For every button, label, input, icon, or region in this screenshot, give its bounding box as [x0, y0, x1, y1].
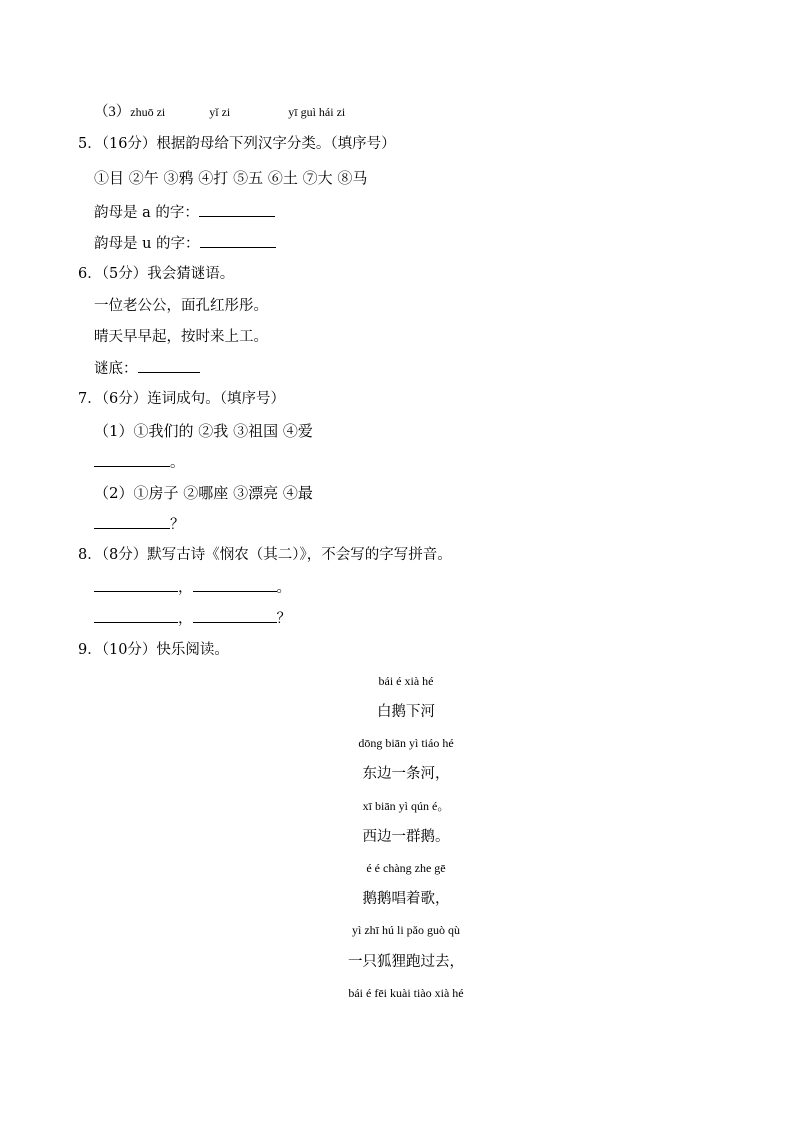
q7-title: 7．（6分）连词成句。（填序号） [78, 391, 285, 407]
answer-blank[interactable] [94, 452, 170, 467]
q4-item3-pinyin-row [94, 102, 345, 122]
q6-answer-label: 谜底： [94, 361, 138, 377]
q5-line-a-label: 韵母是 a 的字： [94, 205, 199, 221]
answer-blank[interactable] [193, 577, 277, 592]
answer-blank[interactable] [94, 514, 170, 529]
q7-answer2-line [94, 514, 185, 535]
pinyin-segment: yǐ zi [209, 105, 231, 119]
q7-answer1-line [94, 452, 185, 473]
poem-pinyin: dōng biān yì tiáo hé [358, 736, 454, 750]
poem-pinyin: é é chàng zhe gē [366, 861, 446, 875]
poem-pinyin: bái é xià hé [378, 674, 434, 688]
poem-line: 一只狐狸跑过去， [348, 954, 464, 970]
q8-line2 [94, 608, 291, 629]
answer-blank[interactable] [94, 577, 178, 592]
q7-item2: （2）①房子 ②哪座 ③漂亮 ④最 [94, 484, 313, 502]
pinyin-segment: zhuō zi [130, 105, 166, 119]
q8-line1 [94, 577, 291, 598]
poem-line: 鹅鹅唱着歌， [362, 891, 450, 907]
q5-line-u-label: 韵母是 u 的字： [94, 236, 200, 252]
poem-line: 东边一条河， [362, 766, 450, 782]
q6-riddle-line1: 一位老公公，面孔红彤彤。 [94, 298, 268, 314]
q5-line-u [94, 233, 276, 254]
poem-title: 白鹅下河 [377, 704, 435, 720]
q9-title: 9．（10分）快乐阅读。 [78, 642, 229, 658]
q7-item1: （1）①我们的 ②我 ③祖国 ④爱 [94, 422, 313, 440]
poem-line: 西边一群鹅。 [362, 829, 450, 845]
answer-blank[interactable] [193, 608, 277, 623]
q5-line-a [94, 202, 275, 223]
q8-end2: ？ [276, 611, 291, 627]
q4-item3-label: （3） [94, 104, 131, 120]
poem-pinyin: yì zhī hú li pǎo guò qù [352, 923, 460, 937]
poem-pinyin: bái é fēi kuài tiào xià hé [348, 986, 464, 1000]
q6-title: 6．（5分）我会猜谜语。 [78, 266, 235, 282]
answer-blank[interactable] [138, 358, 200, 373]
answer-blank[interactable] [94, 608, 178, 623]
q7-end2: ？ [170, 517, 185, 533]
answer-blank[interactable] [200, 233, 276, 248]
q7-end1: 。 [170, 455, 185, 471]
q8-end1: 。 [276, 580, 291, 596]
q5-options: ①目 ②午 ③鸦 ④打 ⑤五 ⑥土 ⑦大 ⑧马 [94, 169, 368, 187]
answer-blank[interactable] [199, 202, 275, 217]
q8-title: 8．（8分）默写古诗《悯农（其二）》，不会写的字写拼音。 [78, 547, 452, 563]
q8-sep: ， [178, 580, 193, 596]
q8-sep: ， [178, 611, 193, 627]
q6-riddle-line2: 晴天早早起，按时来上工。 [94, 329, 268, 345]
poem-pinyin: xī biān yì qún é。 [362, 799, 450, 813]
q6-answer-line [94, 358, 200, 379]
q5-title: 5．（16分）根据韵母给下列汉字分类。（填序号） [78, 136, 396, 152]
pinyin-segment: yī guì hái zi [288, 105, 346, 119]
